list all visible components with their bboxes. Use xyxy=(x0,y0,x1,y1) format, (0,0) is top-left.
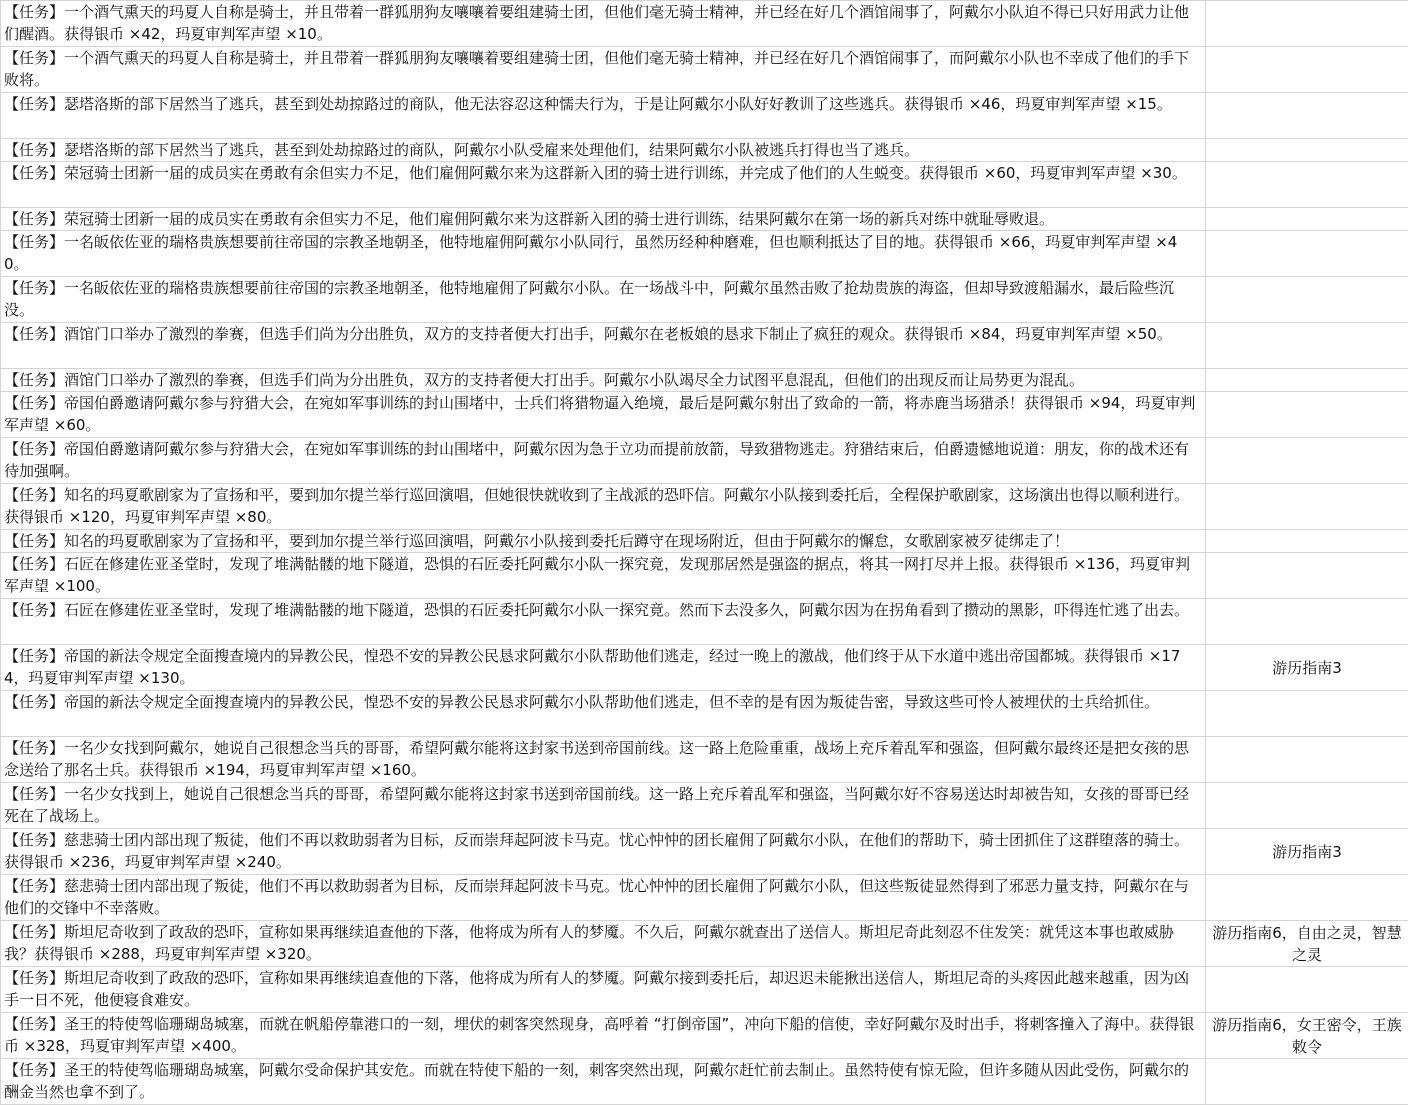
reward-note-cell[interactable]: 游历指南6，女王密令，王族敕令 xyxy=(1206,1013,1408,1059)
table-row xyxy=(1,921,1408,967)
reward-note-cell[interactable] xyxy=(1206,277,1408,323)
task-description-cell[interactable]: 【任务】帝国的新法令规定全面搜查境内的异教公民，惶恐不安的异教公民恳求阿戴尔小队帮助他们逃走，但不幸的是有因为叛徒告密，导致这些可怜人被埋伏的士兵给抓住。 xyxy=(1,691,1206,737)
task-description-cell[interactable]: 【任务】帝国伯爵邀请阿戴尔参与狩猎大会，在宛如军事训练的封山围堵中，士兵们将猎物逼入绝境，最后是阿戴尔射出了致命的一箭，将赤鹿当场猎杀！获得银币 ×94，玛夏审判军声望 ×60。 xyxy=(1,392,1206,438)
table-row xyxy=(1,530,1408,553)
reward-note-cell[interactable] xyxy=(1206,875,1408,921)
task-description-cell[interactable]: 【任务】石匠在修建佐亚圣堂时，发现了堆满骷髅的地下隧道，恐惧的石匠委托阿戴尔小队一探究竟。然而下去没多久，阿戴尔因为在拐角看到了攒动的黑影，吓得连忙逃了出去。 xyxy=(1,599,1206,645)
task-description-cell[interactable]: 【任务】一名少女找到上，她说自己很想念当兵的哥哥，希望阿戴尔能将这封家书送到帝国前线。这一路上充斥着乱军和强盗，当阿戴尔好不容易送达时却被告知，女孩的哥哥已经死在了战场上。 xyxy=(1,783,1206,829)
table-row xyxy=(1,484,1408,530)
task-description-cell[interactable]: 【任务】石匠在修建佐亚圣堂时，发现了堆满骷髅的地下隧道，恐惧的石匠委托阿戴尔小队一探究竟，发现那居然是强盗的据点，将其一网打尽并上报。获得银币 ×136，玛夏审判军声望 ×100。 xyxy=(1,553,1206,599)
table-row xyxy=(1,162,1408,208)
reward-note-cell[interactable] xyxy=(1206,208,1408,231)
reward-note-cell[interactable] xyxy=(1206,231,1408,277)
task-description-cell[interactable]: 【任务】一名皈依佐亚的瑞格贵族想要前往帝国的宗教圣地朝圣，他特地雇佣阿戴尔小队同行，虽然历经种种磨难，但也顺利抵达了目的地。获得银币 ×66，玛夏审判军声望 ×40。 xyxy=(1,231,1206,277)
reward-note-cell[interactable] xyxy=(1206,691,1408,737)
table-row xyxy=(1,1,1408,47)
reward-note-cell[interactable] xyxy=(1206,530,1408,553)
task-description-cell[interactable]: 【任务】瑟塔洛斯的部下居然当了逃兵，甚至到处劫掠路过的商队，他无法容忍这种懦夫行为，于是让阿戴尔小队好好教训了这些逃兵。获得银币 ×46，玛夏审判军声望 ×15。 xyxy=(1,93,1206,139)
table-row xyxy=(1,438,1408,484)
task-description-cell[interactable]: 【任务】知名的玛夏歌剧家为了宣扬和平，要到加尔提兰举行巡回演唱，但她很快就收到了主战派的恐吓信。阿戴尔小队接到委托后，全程保护歌剧家，这场演出也得以顺利进行。获得银币 ×120，玛夏审判军声望 ×80。 xyxy=(1,484,1206,530)
reward-note-cell[interactable] xyxy=(1206,438,1408,484)
reward-note-cell[interactable] xyxy=(1206,369,1408,392)
table-row xyxy=(1,139,1408,162)
task-description-cell[interactable]: 【任务】荣冠骑士团新一届的成员实在勇敢有余但实力不足，他们雇佣阿戴尔来为这群新入团的骑士进行训练，并完成了他们的人生蜕变。获得银币 ×60，玛夏审判军声望 ×30。 xyxy=(1,162,1206,208)
reward-note-cell[interactable] xyxy=(1206,139,1408,162)
table-row xyxy=(1,737,1408,783)
table-row xyxy=(1,645,1408,691)
task-description-cell[interactable]: 【任务】斯坦尼奇收到了政敌的恐吓，宣称如果再继续追查他的下落，他将成为所有人的梦魇。阿戴尔接到委托后，却迟迟未能揪出送信人，斯坦尼奇的头疼因此越来越重，因为凶手一日不死，他便寝食难安。 xyxy=(1,967,1206,1013)
reward-note-cell[interactable] xyxy=(1206,93,1408,139)
task-description-cell[interactable]: 【任务】帝国的新法令规定全面搜查境内的异教公民，惶恐不安的异教公民恳求阿戴尔小队帮助他们逃走，经过一晚上的激战，他们终于从下水道中逃出帝国都城。获得银币 ×174，玛夏审判军声望 ×130。 xyxy=(1,645,1206,691)
reward-note-cell[interactable] xyxy=(1206,553,1408,599)
reward-note-cell[interactable] xyxy=(1206,737,1408,783)
task-description-cell[interactable]: 【任务】斯坦尼奇收到了政敌的恐吓，宣称如果再继续追查他的下落，他将成为所有人的梦魇。不久后，阿戴尔就查出了送信人。斯坦尼奇此刻忍不住发笑：就凭这本事也敢威胁我？获得银币 ×288，玛夏审判军声望 ×320。 xyxy=(1,921,1206,967)
reward-note-cell[interactable]: 游历指南3 xyxy=(1206,829,1408,875)
task-description-cell[interactable]: 【任务】圣王的特使驾临珊瑚岛城塞，而就在帆船停靠港口的一刻，埋伏的刺客突然现身，高呼着 “打倒帝国”，冲向下船的信使，幸好阿戴尔及时出手，将刺客撞入了海中。获得银币 ×328，玛夏审判军声望 ×400。 xyxy=(1,1013,1206,1059)
task-description-cell[interactable]: 【任务】瑟塔洛斯的部下居然当了逃兵，甚至到处劫掠路过的商队，阿戴尔小队受雇来处理他们，结果阿戴尔小队被逃兵打得也当了逃兵。 xyxy=(1,139,1206,162)
reward-note-cell[interactable] xyxy=(1206,967,1408,1013)
table-row xyxy=(1,875,1408,921)
task-description-cell[interactable]: 【任务】一个酒气熏天的玛夏人自称是骑士，并且带着一群狐朋狗友嚷嚷着要组建骑士团，但他们毫无骑士精神，并已经在好几个酒馆闹事了，阿戴尔小队迫不得已只好用武力让他们醒酒。获得银币 ×42，玛夏审判军声望 ×10。 xyxy=(1,1,1206,47)
table-row xyxy=(1,1013,1408,1059)
table-row xyxy=(1,599,1408,645)
reward-note-cell[interactable]: 游历指南3 xyxy=(1206,645,1408,691)
table-row xyxy=(1,829,1408,875)
table-row xyxy=(1,691,1408,737)
task-description-cell[interactable]: 【任务】酒馆门口举办了激烈的拳赛，但选手们尚为分出胜负，双方的支持者便大打出手。阿戴尔小队竭尽全力试图平息混乱，但他们的出现反而让局势更为混乱。 xyxy=(1,369,1206,392)
reward-note-cell[interactable] xyxy=(1206,1059,1408,1105)
table-row xyxy=(1,392,1408,438)
reward-note-cell[interactable] xyxy=(1206,392,1408,438)
task-description-cell[interactable]: 【任务】一个酒气熏天的玛夏人自称是骑士，并且带着一群狐朋狗友嚷嚷着要组建骑士团，但他们毫无骑士精神，并已经在好几个酒馆闹事了，而阿戴尔小队也不幸成了他们的手下败将。 xyxy=(1,47,1206,93)
task-description-cell[interactable]: 【任务】圣王的特使驾临珊瑚岛城塞，阿戴尔受命保护其安危。而就在特使下船的一刻，刺客突然出现，阿戴尔赶忙前去制止。虽然特使有惊无险，但许多随从因此受伤，阿戴尔的酬金当然也拿不到了。 xyxy=(1,1059,1206,1105)
table-row xyxy=(1,47,1408,93)
task-description-cell[interactable]: 【任务】慈悲骑士团内部出现了叛徒，他们不再以救助弱者为目标，反而崇拜起阿波卡马克。忧心忡忡的团长雇佣了阿戴尔小队，在他们的帮助下，骑士团抓住了这群堕落的骑士。获得银币 ×236，玛夏审判军声望 ×240。 xyxy=(1,829,1206,875)
reward-note-cell[interactable]: 游历指南6，自由之灵，智慧之灵 xyxy=(1206,921,1408,967)
reward-note-cell[interactable] xyxy=(1206,323,1408,369)
table-row xyxy=(1,1059,1408,1105)
table-row xyxy=(1,277,1408,323)
task-description-cell[interactable]: 【任务】帝国伯爵邀请阿戴尔参与狩猎大会，在宛如军事训练的封山围堵中，阿戴尔因为急于立功而提前放箭，导致猎物逃走。狩猎结束后，伯爵遗憾地说道：朋友，你的战术还有待加强啊。 xyxy=(1,438,1206,484)
task-description-cell[interactable]: 【任务】一名少女找到阿戴尔，她说自己很想念当兵的哥哥，希望阿戴尔能将这封家书送到帝国前线。这一路上危险重重，战场上充斥着乱军和强盗，但阿戴尔最终还是把女孩的思念送给了那名士兵。获得银币 ×194，玛夏审判军声望 ×160。 xyxy=(1,737,1206,783)
task-description-cell[interactable]: 【任务】荣冠骑士团新一届的成员实在勇敢有余但实力不足，他们雇佣阿戴尔来为这群新入团的骑士进行训练，结果阿戴尔在第一场的新兵对练中就耻辱败退。 xyxy=(1,208,1206,231)
reward-note-cell[interactable] xyxy=(1206,162,1408,208)
task-description-cell[interactable]: 【任务】一名皈依佐亚的瑞格贵族想要前往帝国的宗教圣地朝圣，他特地雇佣了阿戴尔小队。在一场战斗中，阿戴尔虽然击败了抢劫贵族的海盗，但却导致渡船漏水，最后险些沉没。 xyxy=(1,277,1206,323)
table-row xyxy=(1,93,1408,139)
table-row xyxy=(1,369,1408,392)
table-row xyxy=(1,231,1408,277)
table-row xyxy=(1,967,1408,1013)
table-row xyxy=(1,323,1408,369)
reward-note-cell[interactable] xyxy=(1206,484,1408,530)
table-row xyxy=(1,208,1408,231)
table-row xyxy=(1,553,1408,599)
reward-note-cell[interactable] xyxy=(1206,47,1408,93)
task-description-cell[interactable]: 【任务】慈悲骑士团内部出现了叛徒，他们不再以救助弱者为目标，反而崇拜起阿波卡马克。忧心忡忡的团长雇佣了阿戴尔小队，但这些叛徒显然得到了邪恶力量支持，阿戴尔在与他们的交锋中不幸落败。 xyxy=(1,875,1206,921)
reward-note-cell[interactable] xyxy=(1206,1,1408,47)
task-description-cell[interactable]: 【任务】酒馆门口举办了激烈的拳赛，但选手们尚为分出胜负，双方的支持者便大打出手，阿戴尔在老板娘的恳求下制止了疯狂的观众。获得银币 ×84，玛夏审判军声望 ×50。 xyxy=(1,323,1206,369)
task-description-cell[interactable]: 【任务】知名的玛夏歌剧家为了宣扬和平，要到加尔提兰举行巡回演唱，阿戴尔小队接到委托后蹲守在现场附近，但由于阿戴尔的懈怠，女歌剧家被歹徒绑走了！ xyxy=(1,530,1206,553)
table-row xyxy=(1,783,1408,829)
reward-note-cell[interactable] xyxy=(1206,599,1408,645)
reward-note-cell[interactable] xyxy=(1206,783,1408,829)
